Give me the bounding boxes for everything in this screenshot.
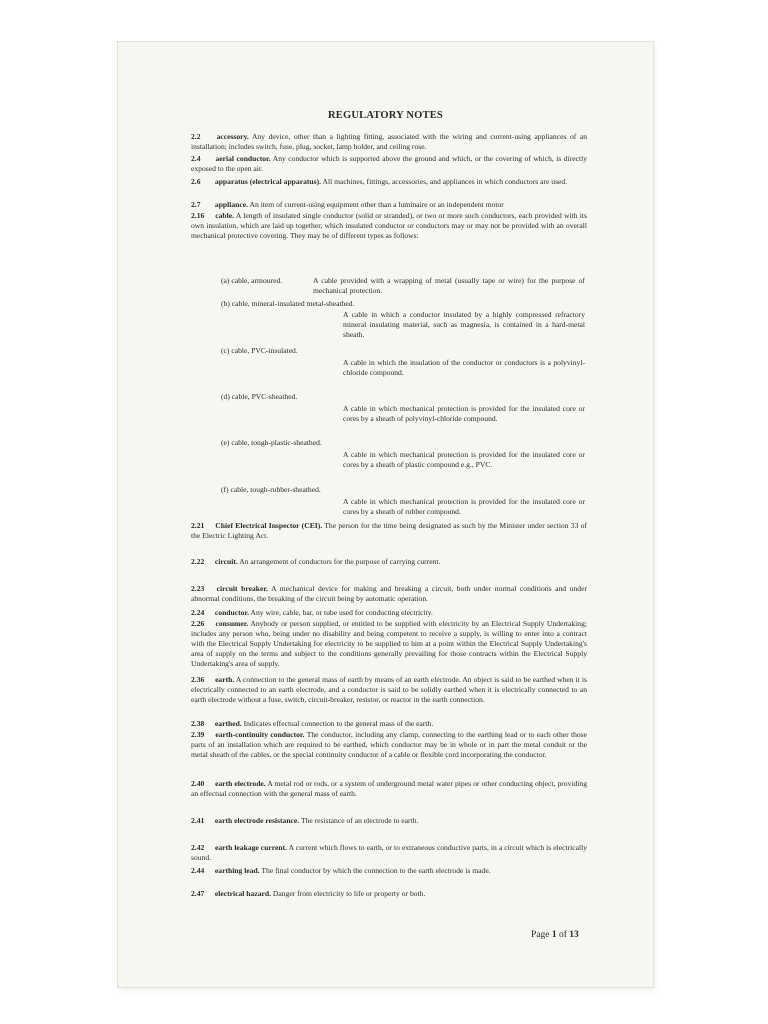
entry-text: Any device, other than a lighting fitting, associated with the wiring and current-using appliances of an installation; includes switch, fuse, plug, socket, lamp holder, and ceiling rose. (191, 132, 588, 151)
entry-term: circuit. (214, 557, 238, 566)
cable-type-label: (c) cable, PVC-insulated. (221, 346, 298, 355)
entry-number: 2.42 (191, 843, 205, 852)
entry-text: Anybody or person supplied, or entitled to be supplied with electricity by an Electrical Supply Undertaking; includes any person who, being under no disability and being competent to receive a supply, is willing to enter into a contract with the Electrical Supply Undertaking for electricity to be supplied to him at a point within the Electrical Supply Undertaking's area of supply on the terms and subject to the conditions generally prevailing for those contracts within the Electrical Supply Undertaking's area of supply. (191, 619, 587, 668)
entry-2-4 (191, 154, 587, 174)
entry-number: 2.7 (191, 200, 201, 209)
entry-2-2 (191, 132, 587, 152)
entry-number: 2.40 (191, 779, 205, 788)
cable-type-definition: A cable in which a conductor insulated by a highly compressed refractory mineral insulating material, such as magnesia, is contained in a hard-metal sheath. (343, 310, 585, 339)
entry-text: Any wire, cable, bar, or tube used for conducting electricity. (250, 608, 433, 617)
entry-term: consumer. (215, 619, 249, 628)
entry-number: 2.38 (191, 719, 205, 728)
entry-term: earthing lead. (214, 866, 260, 875)
entry-text: Danger from electricity to life or property or both. (272, 889, 426, 898)
entry-term: accessory. (216, 132, 249, 141)
cable-type-definition: A cable in which mechanical protection is provided for the insulated core or cores by a sheath of polyvinyl-chloride compound. (343, 404, 585, 423)
entry-number: 2.22 (191, 557, 205, 566)
entry-term: apparatus (electrical apparatus). (214, 177, 321, 186)
entry-2-24 (191, 608, 587, 618)
entry-number: 2.39 (191, 730, 205, 739)
entry-text: An arrangement of conductors for the purpose of carrying current. (239, 557, 441, 566)
entry-number: 2.2 (191, 132, 201, 141)
entry-2-47 (191, 889, 587, 899)
entry-text: A mechanical device for making and breaking a circuit, both under normal conditions and under abnormal conditions, the breaking of the circuit being by automatic operation. (191, 584, 587, 603)
entry-term: electrical hazard. (214, 889, 271, 898)
entry-term: circuit breaker. (216, 584, 268, 593)
entry-term: appliance. (214, 200, 249, 209)
entry-number: 2.41 (191, 816, 205, 825)
entry-number: 2.16 (191, 211, 205, 220)
cable-type-definition: A cable in which mechanical protection is provided for the insulated core or cores by a sheath of rubber compound. (343, 497, 585, 516)
page-current: 1 (551, 930, 557, 940)
entry-number: 2.23 (191, 584, 205, 593)
page-prefix: Page (531, 930, 550, 940)
entry-term: earth-continuity conductor. (215, 730, 305, 739)
entry-2-44 (191, 866, 587, 876)
page-total: 13 (569, 930, 579, 940)
entry-2-7 (191, 200, 587, 210)
entry-text: A connection to the general mass of earth by means of an earth electrode. An object is said to be earthed when it is electrically connected to an earth electrode, and a conductor is said to be solidly earthed when it is electrically connected to an earth electrode without a fuse, switch, circuit-breaker, resistor, or reactor in the earth connection. (191, 675, 587, 704)
entry-number: 2.4 (191, 154, 201, 163)
entry-2-39 (191, 730, 587, 760)
entry-text: All machines, fittings, accessories, and appliances in which conductors are used. (322, 177, 568, 186)
cable-type-definition: A cable in which mechanical protection is provided for the insulated core or cores by a sheath of plastic compound e.g., PVC. (343, 450, 585, 469)
entry-2-22 (191, 557, 587, 567)
entry-2-21 (191, 521, 587, 541)
entry-2-41 (191, 816, 587, 826)
entry-text: The conductor, including any clamp, connecting to the earthing lead or to each other those parts of an installation which are required to be earthed, which conductor may be in whole or in part the metal conduit or the metal sheath of the cables, or the special continuity conductor of a cable or flexible cord incorporating the conductor. (191, 730, 588, 759)
entry-number: 2.26 (191, 619, 205, 628)
entry-2-42 (191, 843, 587, 863)
entry-text: The resistance of an electrode to earth. (300, 816, 419, 825)
entry-2-36 (191, 675, 587, 705)
entry-text: Indicates effectual connection to the general mass of the earth. (243, 719, 434, 728)
entry-number: 2.24 (191, 608, 205, 617)
entry-term: earth electrode. (215, 779, 266, 788)
entry-number: 2.47 (191, 889, 205, 898)
entry-text: A length of insulated single conductor (solid or stranded), or two or more such conductors, each provided with its own insulation, which are laid up together, which insulated conductor or conductors may or may not be provided with an overall mechanical protective covering. They may be of different types as follows: (191, 211, 587, 240)
entry-text: An item of current-using equipment other than a luminaire or an independent motor (249, 200, 504, 209)
cable-type-label: (e) cable, tough-plastic-sheathed. (221, 438, 322, 447)
entry-2-26 (191, 619, 587, 669)
entry-2-40 (191, 779, 587, 799)
page-number (531, 930, 579, 940)
entry-term: earthed. (214, 719, 242, 728)
entry-term: cable. (215, 211, 235, 220)
entry-term: earth. (215, 675, 235, 684)
entry-text: A current which flows to earth, or to extraneous conductive parts, in a circuit which is electrically sound. (191, 843, 587, 862)
cable-type-label: (b) cable, mineral-insulated metal-sheathed. (221, 299, 355, 308)
entry-term: aerial conductor. (215, 154, 271, 163)
document-page (118, 42, 653, 987)
entry-term: Chief Electrical Inspector (CEI). (215, 521, 323, 530)
cable-type-definition: A cable in which the insulation of the conductor or conductors is a polyvinyl-chloride compound. (343, 358, 585, 377)
entry-text: Any conductor which is supported above the ground and which, or the covering of which, is directly exposed to the open air. (191, 154, 588, 173)
page-title: REGULATORY NOTES (328, 110, 443, 121)
entry-term: conductor. (214, 608, 250, 617)
cable-type-label: (f) cable, tough-rubber-sheathed. (221, 485, 321, 494)
entry-2-23 (191, 584, 587, 604)
entry-number: 2.44 (191, 866, 205, 875)
entry-2-16 (191, 211, 587, 241)
entry-term: earth electrode resistance. (214, 816, 300, 825)
entry-number: 2.36 (191, 675, 205, 684)
entry-text: A metal rod or rods, or a system of underground metal water pipes or other conducting object, providing an effectual connection with the general mass of earth. (191, 779, 588, 798)
entry-number: 2.6 (191, 177, 201, 186)
page-sep: of (558, 930, 567, 940)
cable-type-label: (a) cable, armoured. (221, 276, 283, 285)
entry-text: The final conductor by which the connection to the earth electrode is made. (261, 866, 491, 875)
entry-2-38 (191, 719, 587, 729)
cable-type-definition: A cable provided with a wrapping of metal (usually tape or wire) for the purpose of mechanical protection. (313, 276, 585, 295)
entry-number: 2.21 (191, 521, 205, 530)
entry-term: earth leakage current. (215, 843, 288, 852)
entry-text: The person for the time being designated as such by the Minister under section 33 of the Electric Lighting Act. (191, 521, 587, 540)
cable-type-label: (d) cable, PVC-sheathed. (221, 392, 298, 401)
entry-2-6 (191, 177, 587, 187)
